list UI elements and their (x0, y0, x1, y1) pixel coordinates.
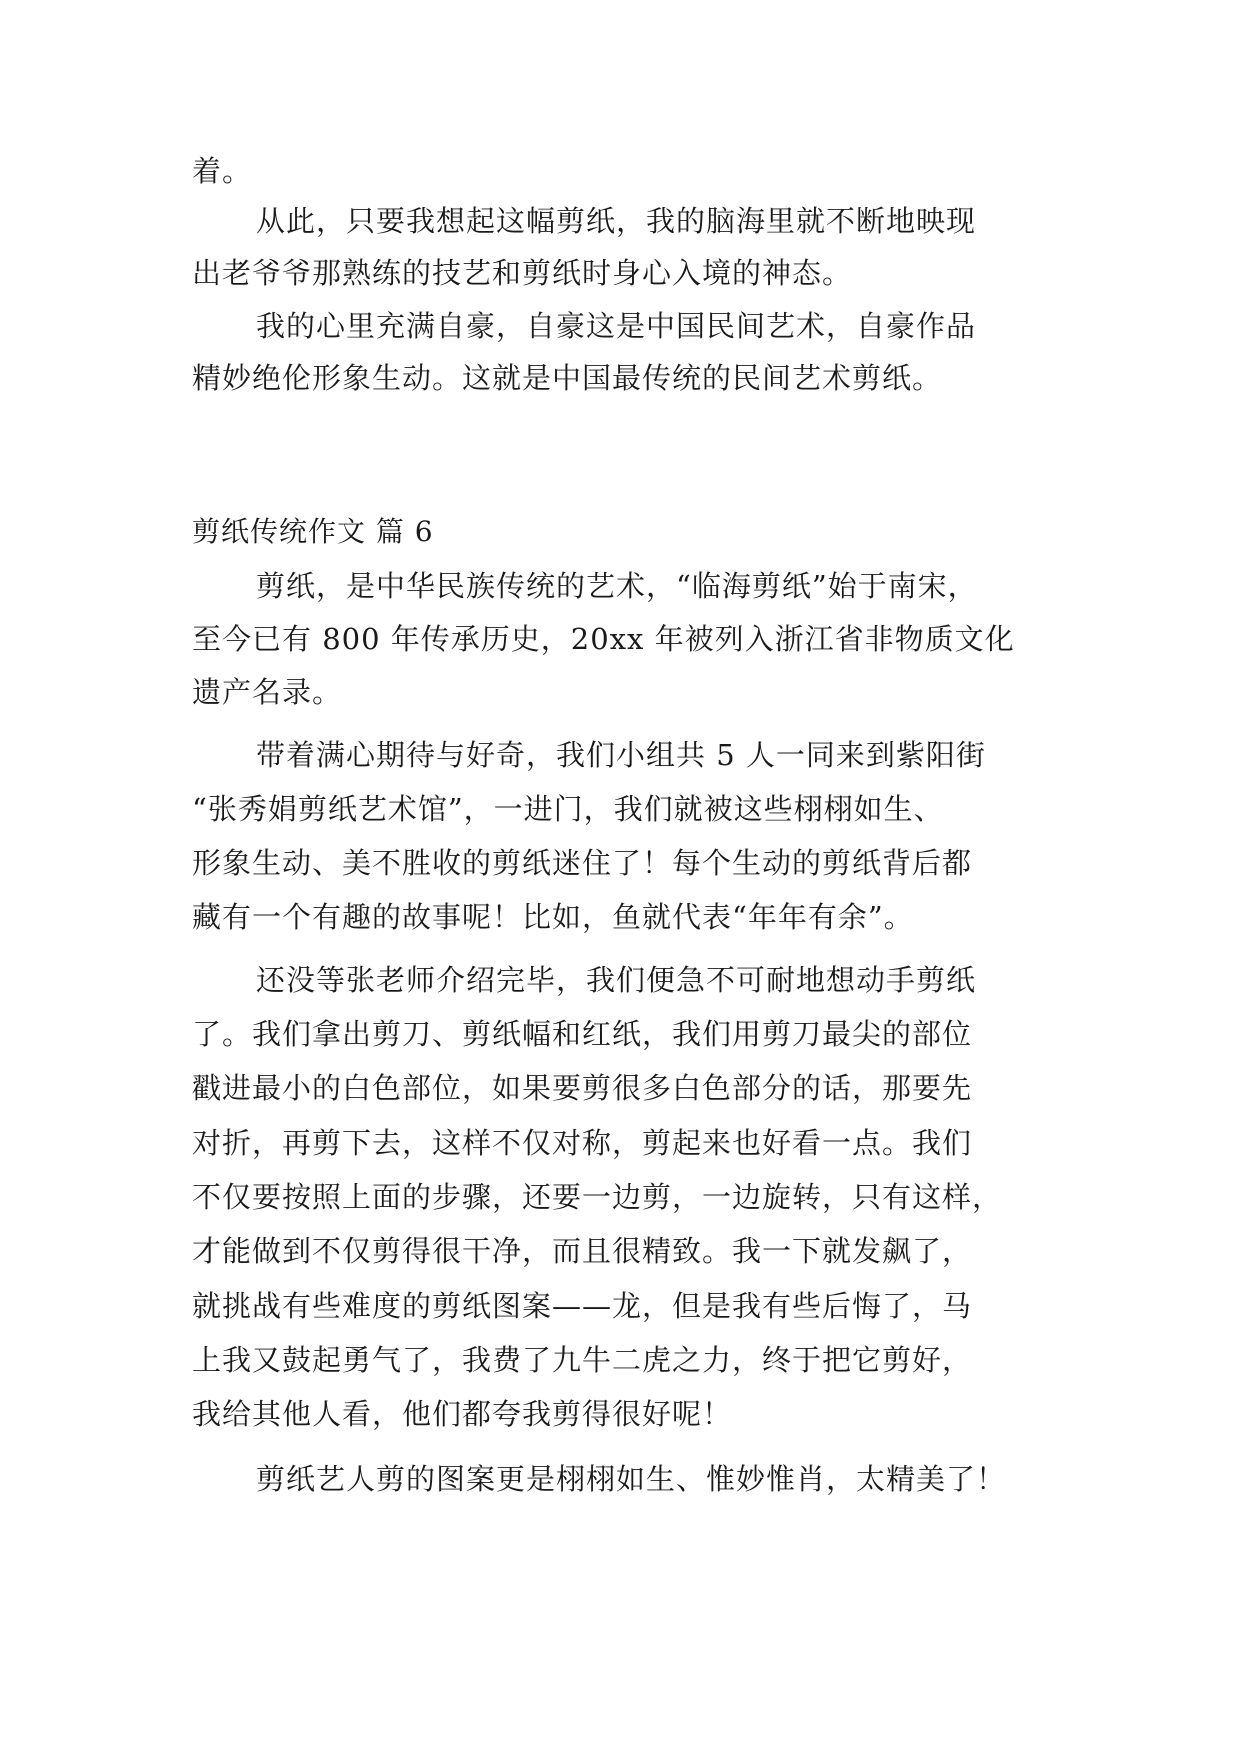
text-line: 剪纸，是中华民族传统的艺术，“临海剪纸”始于南宋， (256, 569, 978, 603)
text-line: 精妙绝伦形象生动。这就是中国最传统的民间艺术剪纸。 (192, 361, 943, 395)
text-line: 我的心里充满自豪，自豪这是中国民间艺术，自豪作品 (256, 309, 977, 343)
text-line: 上我又鼓起勇气了，我费了九牛二虎之力，终于把它剪好， (192, 1343, 973, 1377)
text-line: 就挑战有些难度的剪纸图案——龙，但是我有些后悔了，马 (192, 1289, 973, 1323)
text-line: 戳进最小的白色部位，如果要剪很多白色部分的话，那要先 (192, 1071, 973, 1105)
text-line: 着。 (192, 154, 253, 188)
text-line: 我给其他人看，他们都夸我剪得很好呢！ (192, 1397, 733, 1431)
text-line: 还没等张老师介绍完毕，我们便急不可耐地想动手剪纸 (256, 963, 977, 997)
text-line: 剪纸艺人剪的图案更是栩栩如生、惟妙惟肖，太精美了！ (256, 1462, 1007, 1496)
text-line: 从此，只要我想起这幅剪纸，我的脑海里就不断地映现 (256, 204, 977, 238)
text-line: 不仅要按照上面的步骤，还要一边剪，一边旋转，只有这样， (192, 1180, 1003, 1214)
text-line: 了。我们拿出剪刀、剪纸幅和红纸，我们用剪刀最尖的部位 (192, 1017, 973, 1051)
text-line: 藏有一个有趣的故事呢！比如，鱼就代表“年年有余”。 (192, 900, 914, 934)
text-line: 出老爷爷那熟练的技艺和剪纸时身心入境的神态。 (192, 256, 853, 290)
text-line: 至今已有 800 年传承历史，20xx 年被列入浙江省非物质文化 (192, 622, 1015, 656)
text-line: 才能做到不仅剪得很干净，而且很精致。我一下就发飙了， (192, 1234, 973, 1268)
text-line: 遗产名录。 (192, 675, 343, 709)
text-line: 带着满心期待与好奇，我们小组共 5 人一同来到紫阳街 (256, 738, 986, 772)
text-line: 形象生动、美不胜收的剪纸迷住了！每个生动的剪纸背后都 (192, 846, 973, 880)
section-heading: 剪纸传统作文 篇 6 (192, 515, 434, 548)
text-line: 对折，再剪下去，这样不仅对称，剪起来也好看一点。我们 (192, 1126, 973, 1160)
text-line: “张秀娟剪纸艺术馆”，一进门，我们就被这些栩栩如生、 (192, 792, 944, 826)
